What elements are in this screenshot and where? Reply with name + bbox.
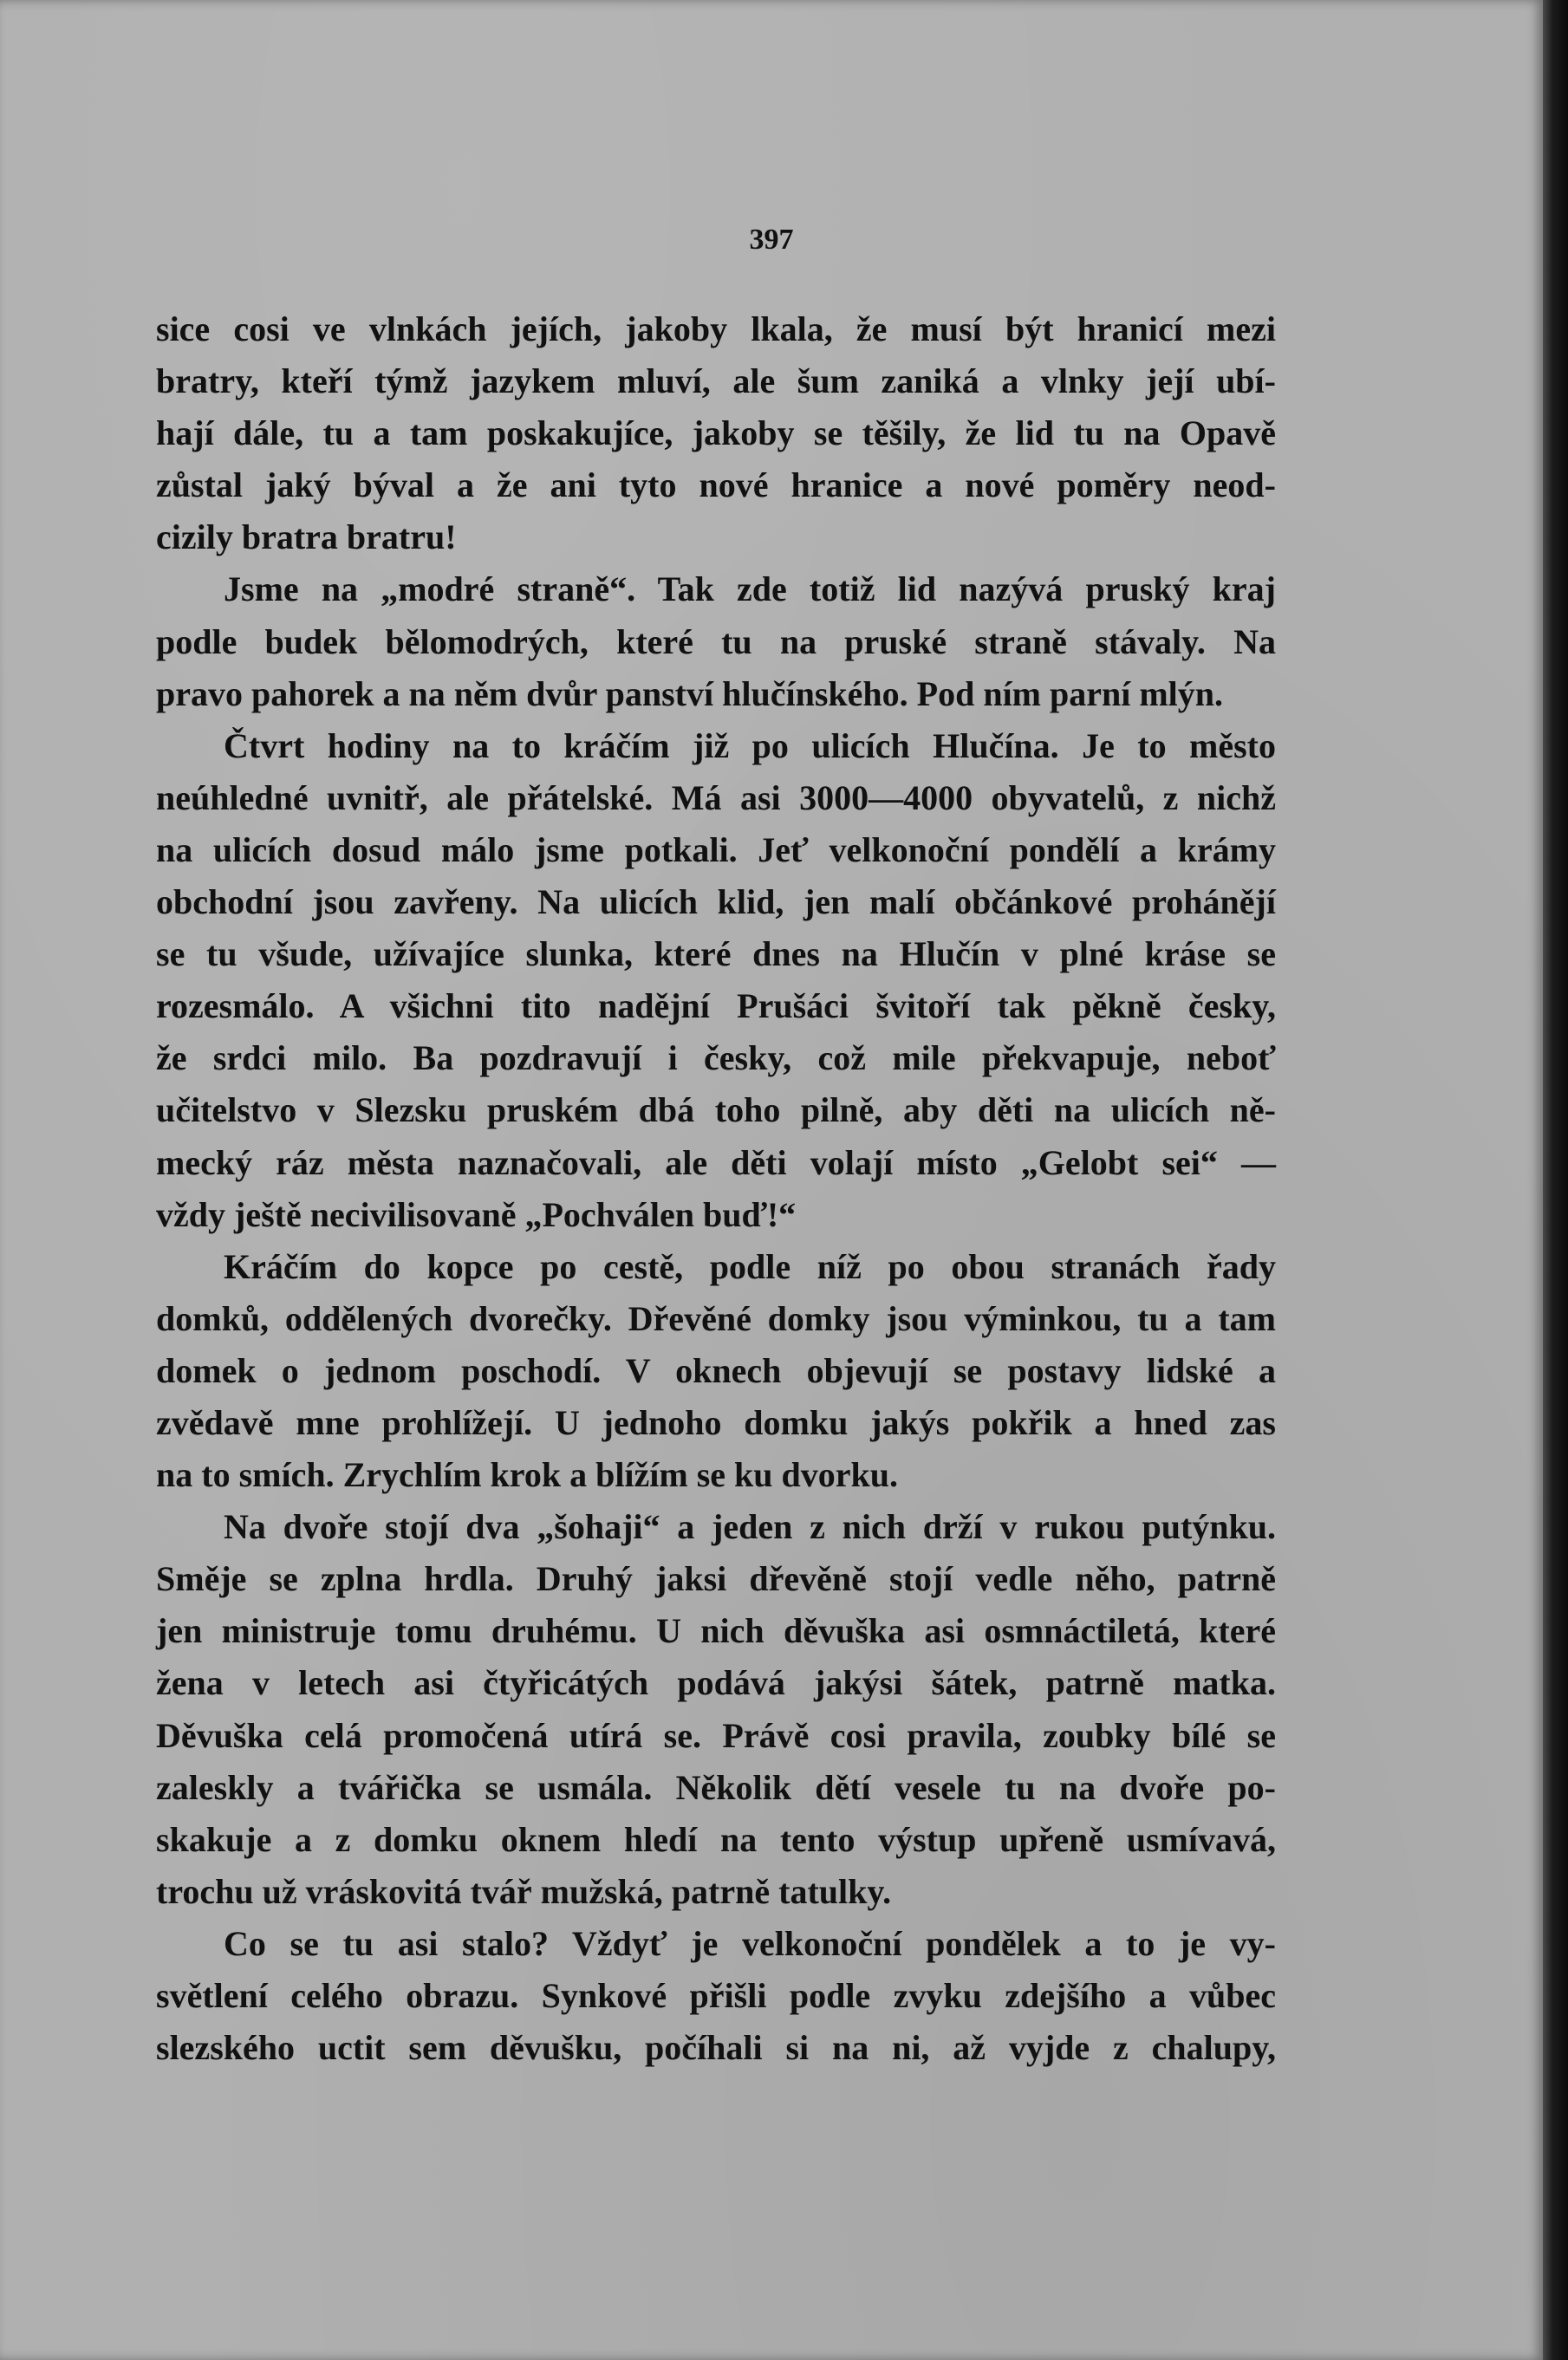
text-line: Co se tu asi stalo? Vždyť je velkonoční pondělek a to je vy-	[224, 1923, 1276, 1963]
paragraph	[156, 1241, 1276, 1501]
text-line: obchodní jsou zavřeny. Na ulicích klid, jen malí občánkové prohánějí	[156, 882, 1276, 922]
text-line: trochu už vráskovitá tvář mužská, patrně tatulky.	[156, 1871, 892, 1911]
text-line: Jsme na „modré straně“. Tak zde totiž lid nazývá pruský kraj	[224, 569, 1276, 609]
text-line: bratry, kteří týmž jazykem mluví, ale šum zaniká a vlnky její ubí-	[156, 361, 1276, 401]
text-line: zvědavě mne prohlížejí. U jednoho domku jakýs pokřik a hned zas	[156, 1402, 1276, 1442]
text-line: skakuje a z domku oknem hledí na tento výstup upřeně usmívavá,	[156, 1819, 1276, 1859]
text-line: mecký ráz města naznačovali, ale děti volají místo „Gelobt sei“ —	[156, 1142, 1276, 1182]
paragraph	[156, 720, 1276, 1241]
text-line: světlení celého obrazu. Synkové přišli podle zvyku zdejšího a vůbec	[156, 1976, 1276, 2015]
scan-edge	[1543, 0, 1568, 2360]
text-line: na ulicích dosud málo jsme potkali. Jeť velkonoční pondělí a krámy	[156, 829, 1276, 869]
paragraph	[156, 563, 1276, 719]
text-line: hají dále, tu a tam poskakujíce, jakoby se těšily, že lid tu na Opavě	[156, 413, 1276, 453]
text-line: domků, oddělených dvorečky. Dřevěné domky jsou výminkou, tu a tam	[156, 1298, 1276, 1338]
text-line: Děvuška celá promočená utírá se. Právě cosi pravila, zoubky bílé se	[156, 1715, 1276, 1755]
text-line: vždy ještě necivilisovaně „Pochválen buď!“	[156, 1194, 797, 1234]
page-text	[156, 303, 1276, 2074]
text-line: Kráčím do kopce po cestě, podle níž po obou stranách řady	[224, 1246, 1276, 1286]
text-line: jen ministruje tomu druhému. U nich děvuška asi osmnáctiletá, které	[156, 1611, 1276, 1651]
page-number: 397	[749, 224, 794, 256]
text-line: Čtvrt hodiny na to kráčím již po ulicích Hlučína. Je to město	[224, 725, 1276, 765]
paragraph	[156, 1501, 1276, 1918]
text-line: zůstal jaký býval a že ani tyto nové hranice a nové poměry neod-	[156, 465, 1276, 505]
text-line: Směje se zplna hrdla. Druhý jaksi dřevěně stojí vedle něho, patrně	[156, 1559, 1276, 1599]
text-line: podle budek bělomodrých, které tu na pruské straně stávaly. Na	[156, 621, 1276, 661]
text-line: žena v letech asi čtyřicátých podává jakýsi šátek, patrně matka.	[156, 1663, 1276, 1703]
text-line: domek o jednom poschodí. V oknech objevují se postavy lidské a	[156, 1350, 1276, 1390]
text-line: že srdci milo. Ba pozdravují i česky, což mile překvapuje, neboť	[156, 1038, 1276, 1078]
paragraph	[156, 1918, 1276, 2074]
text-line: pravo pahorek a na něm dvůr panství hlučínského. Pod ním parní mlýn.	[156, 673, 1224, 713]
text-line: slezského uctit sem děvušku, počíhali si na ni, až vyjde z chalupy,	[156, 2028, 1276, 2068]
text-line: se tu všude, užívajíce slunka, které dnes na Hlučín v plné kráse se	[156, 934, 1276, 974]
text-line: cizily bratra bratru!	[156, 517, 457, 557]
paragraph	[156, 303, 1276, 563]
text-line: učitelstvo v Slezsku pruském dbá toho pilně, aby děti na ulicích ně-	[156, 1090, 1276, 1130]
text-line: neúhledné uvnitř, ale přátelské. Má asi 3000—4000 obyvatelů, z nichž	[156, 777, 1276, 817]
text-line: na to smích. Zrychlím krok a blížím se ku dvorku.	[156, 1455, 899, 1495]
text-line: rozesmálo. A všichni tito nadějní Prušáci švitoří tak pěkně česky,	[156, 986, 1276, 1026]
text-line: Na dvoře stojí dva „šohaji“ a jeden z nich drží v rukou putýnku.	[224, 1507, 1276, 1547]
text-line: zaleskly a tvářička se usmála. Několik dětí vesele tu na dvoře po-	[156, 1767, 1276, 1807]
text-line: sice cosi ve vlnkách jejích, jakoby lkala, že musí být hranicí mezi	[156, 309, 1276, 348]
